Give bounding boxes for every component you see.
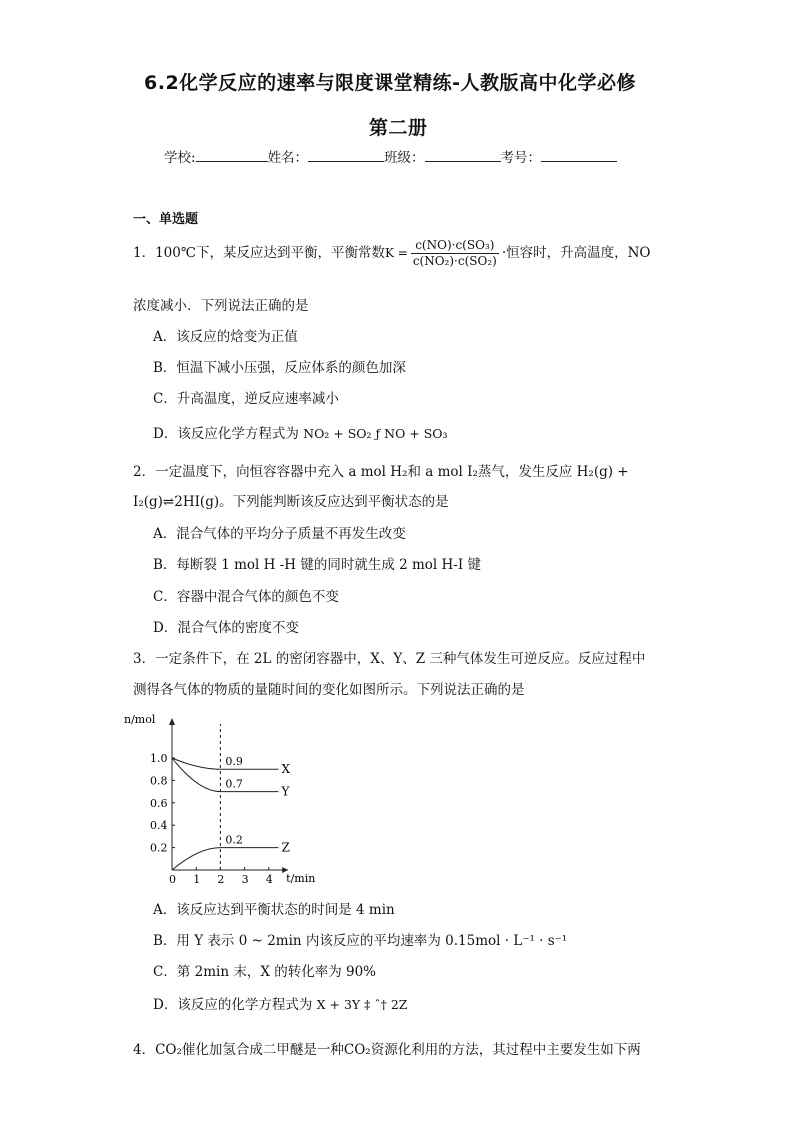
- q1-option-c[interactable]: C．升高温度，逆反应速率减小: [153, 391, 339, 407]
- y-tick-label: 0.4: [150, 819, 168, 833]
- q1-option-d-text: D．该反应化学方程式为: [153, 426, 299, 442]
- y-tick-label: 0.8: [150, 774, 168, 788]
- page-title-line1: 6.2化学反应的速率与限度课堂精练-人教版高中化学必修: [144, 72, 637, 94]
- q2-option-c[interactable]: C．容器中混合气体的颜色不变: [153, 589, 339, 605]
- q1-k-fraction: [411, 238, 499, 269]
- q1-suffix: ·恒容时，升高温度，NO: [501, 245, 651, 261]
- section-title: 一、单选题: [133, 212, 199, 227]
- number-field[interactable]: [541, 147, 617, 162]
- x-tick-label: 0: [169, 873, 176, 886]
- q1-k-denominator: c(NO₂)·c(SO₂): [412, 254, 497, 268]
- series-name-label-z: Z: [281, 840, 290, 855]
- y-tick-label: 0.6: [150, 796, 168, 810]
- number-label: 考号：: [500, 150, 542, 166]
- q1-option-a[interactable]: A．该反应的焓变为正值: [153, 329, 298, 345]
- name-field[interactable]: [308, 147, 384, 162]
- q3-option-d[interactable]: [153, 996, 407, 1014]
- class-label: 班级：: [384, 150, 425, 166]
- q1-k-numerator: c(NO)·c(SO₃): [411, 238, 499, 254]
- page-title-line2: 第二册: [369, 117, 428, 139]
- y-axis-label: n/mol: [124, 713, 156, 726]
- x-axis-label: t/min: [286, 872, 316, 885]
- q3-chart: [120, 706, 340, 892]
- q3-option-d-text: D．该反应的化学方程式为: [153, 997, 313, 1013]
- q1-stem-line1: [133, 238, 650, 269]
- student-info-line: [164, 146, 617, 166]
- series-name-label-y: Y: [281, 784, 290, 799]
- series-name-label-x: X: [281, 762, 291, 777]
- school-label: 学校:: [164, 150, 196, 166]
- series-line-z: [172, 848, 278, 870]
- q3-option-b[interactable]: B．用 Y 表示 0 ~ 2min 内该反应的平均速率为 0.15mol · L⁻¹ · s⁻¹: [153, 933, 568, 949]
- series-value-label-z: 0.2: [225, 833, 243, 847]
- school-field[interactable]: [196, 147, 268, 162]
- q2-option-b[interactable]: B．每断裂 1 mol H -H 键的同时就生成 2 mol H-I 键: [153, 557, 481, 573]
- name-label: 姓名：: [267, 150, 309, 166]
- x-tick-label: 3: [241, 873, 249, 886]
- q3-option-c[interactable]: C．第 2min 末，X 的转化率为 90%: [153, 964, 377, 980]
- q3-stem-line2: 测得各气体的物质的量随时间的变化如图所示。下列说法正确的是: [133, 682, 525, 698]
- q1-prefix: 1．100℃下，某反应达到平衡，平衡常数: [133, 245, 385, 261]
- series-value-label-y: 0.7: [225, 777, 243, 791]
- q3-option-d-equation: X + 3Y ‡ ˆ† 2Z: [316, 997, 408, 1012]
- q1-option-d[interactable]: [153, 425, 448, 443]
- q2-stem-line1: 2．一定温度下，向恒容容器中充入 a mol H₂和 a mol I₂蒸气，发生反应 H₂(g) +: [133, 464, 629, 480]
- y-tick-label: 0.2: [150, 841, 168, 855]
- series-value-label-x: 0.9: [225, 755, 243, 769]
- q2-option-d[interactable]: D．混合气体的密度不变: [153, 620, 299, 636]
- q4-stem-line1: 4．CO₂催化加氢合成二甲醚是一种CO₂资源化利用的方法，其过程中主要发生如下两: [133, 1042, 641, 1058]
- x-tick-label: 2: [217, 873, 225, 886]
- q1-stem-line2: 浓度减小．下列说法正确的是: [133, 298, 309, 314]
- y-tick-label: 1.0: [150, 752, 168, 765]
- q1-option-b[interactable]: B．恒温下减小压强，反应体系的颜色加深: [153, 360, 406, 376]
- x-tick-label: 4: [265, 873, 273, 886]
- class-field[interactable]: [425, 147, 501, 162]
- q1-option-d-equation: NO₂ + SO₂ ƒ NO + SO₃: [303, 426, 448, 441]
- q1-k-label: K =: [384, 246, 408, 260]
- q3-option-a[interactable]: A．该反应达到平衡状态的时间是 4 min: [153, 902, 395, 918]
- y-axis-arrow: [169, 718, 175, 725]
- q2-stem-line2: I₂(g)⇌2HI(g)。下列能判断该反应达到平衡状态的是: [133, 494, 449, 510]
- x-tick-label: 1: [193, 873, 201, 886]
- q3-stem-line1: 3．一定条件下，在 2L 的密闭容器中，X、Y、Z 三种气体发生可逆反应。反应过程中: [133, 651, 646, 667]
- q2-option-a[interactable]: A．混合气体的平均分子质量不再发生改变: [153, 526, 406, 542]
